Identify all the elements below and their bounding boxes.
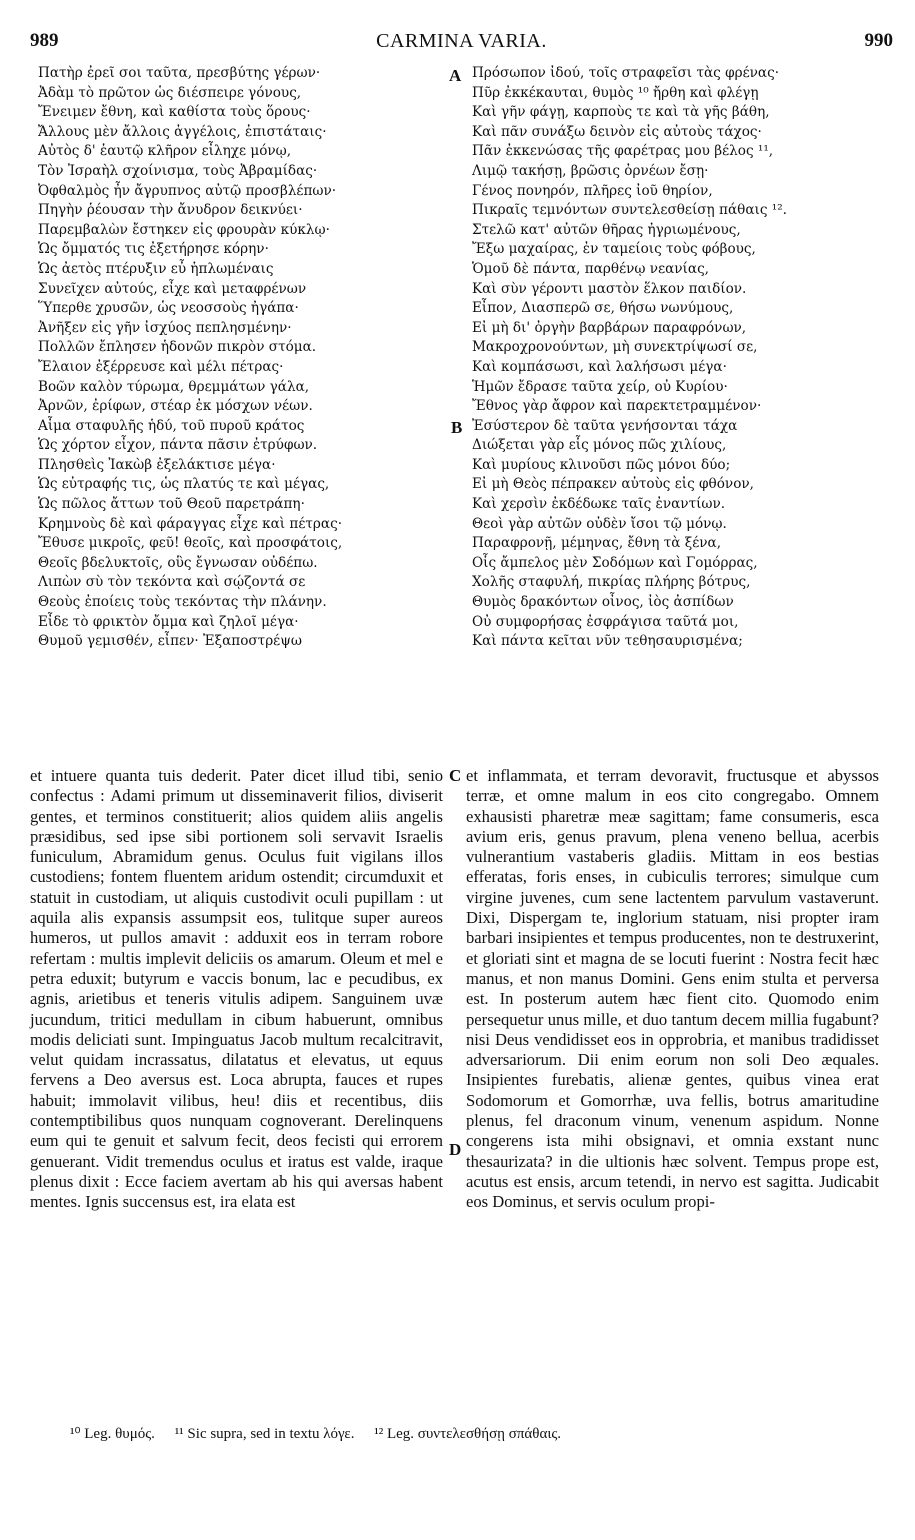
verse-line: Καὶ γῆν φάγῃ, καρποὺς τε καὶ τὰ γῆς βάθη, (472, 104, 770, 121)
verse-line: Εἶπον, Διασπερῶ σε, θήσω νωνύμους, (472, 300, 734, 317)
verse-line: Καὶ πάντα κεῖται νῦν τεθησαυρισμένα; (472, 633, 743, 650)
verse-line: Ἔθνος γὰρ ἄφρον καὶ παρεκτετραμμένον· (472, 398, 762, 415)
verse-line: Θυμοῦ γεμισθέν, εἶπεν· Ἐξαποστρέψω (38, 633, 302, 650)
margin-mark-c: C (449, 766, 462, 785)
verse-line: Αὐτὸς δ' ἑαυτῷ κλῆρον εἶληχε μόνῳ, (38, 143, 292, 160)
verse-line: Ὡς εὐτραφής τις, ὡς πλατύς τε καὶ μέγας, (38, 476, 330, 493)
verse-line: Εἰ μὴ δι' ὀργὴν βαρβάρων παραφρόνων, (472, 319, 747, 336)
footnotes (70, 1424, 577, 1443)
verse-line: Ὡς ἀετὸς πτέρυξιν εὖ ἡπλωμέναις (38, 260, 274, 277)
latin-paragraph-right: et inflammata, et terram devoravit, fructusque et abyssos terræ, et omne malum in eos cito congregabo. Omnem exhausisti pharetræ meæ sagittam; fame consumeris, esca avium eris, genus pravum, plena veneno bellua, acerbis vulnerantium vastaberis gladiis. Mittam in eos bestias efferatas, foris enses, in cubiculis terrores; simulque cum virgine juvenes, cum sene lactentem parvulum vastaverunt. Dixi, Dispergam te, inglorium statuam, nisi propter iram barbari insipientes et tempus producentes, non te destruxerint, et gloriati sint et magna de se locuti fuerint : Nostra fecit hæc manus, et non manus Domini. Gens enim stulta et perversa est. In posterum autem hæc fient cito. Quomodo enim persequetur unus mille, et duo tantum decem millia fugabunt? nisi Deus vendidisset eos in opprobria, et manibus tradidisset adversariorum. Dii enim eorum non soli Deo æquales. Insipientes furebatis, alienæ gentes, quibus vinea erat Sodomorum et Gomorrhæ, uva fellis, botrus amaritudine plenus, fel draconum vinum, venenum aspidum. Nonne congerens ista mihi obsignavi, et omnia exstant nunc thesaurizata? in die ultionis hæc solvent. Tempus prope est, acutus est ensis, arcum tetendi, in nervo est sagitta. Judicabit eos Dominus, et servis oculum propi- (466, 766, 879, 1212)
verse-line: Γένος πονηρόν, πλῆρες ἰοῦ θηρίον, (472, 182, 713, 199)
verse-line: Λιμῷ τακήσῃ, βρῶσις ὀρνέων ἔσῃ· (472, 162, 709, 179)
verse-line: Πικραῖς τεμνόντων συντελεσθείσῃ πάθαις ¹². (472, 202, 787, 219)
verse-line: Παρεμβαλὼν ἔστηκεν εἰς φρουρὰν κύκλῳ· (38, 221, 330, 238)
running-title: CARMINA VARIA. (376, 30, 547, 52)
verse-line: Χολῆς σταφυλή, πικρίας πλήρης βότρυς, (472, 574, 751, 591)
verse-line: Πηγὴν ῥέουσαν τὴν ἄνυδρον δεικνύει· (38, 202, 303, 219)
latin-paragraph-left: et intuere quanta tuis dederit. Pater dicet illud tibi, senio confectus : Adami primum ut disseminaverit filios, diviserit gentes, et terminos constituerit; alios quidem aliis angelis præsidibus, sed ipse sibi portionem soli servavit Israelis funiculum, Abramidum genus. Oculus fuit vigilans illos custodiens; fontem fluentem aridum ostendit; circumduxit et statuit in custodiam, ut aliquis custodivit oculi pupillam : ut aquila alis expansis assumpsit eos, tulitque super aureos humeros, ut pullos amavit : adduxit eos in terram robore refertam : multis implevit deliciis os amarum. Oleum et mel e petra eduxit; butyrum e vaccis bonum, lac e pecudibus, ex agnis, arietibus et teneris vitulis adipem. Sanguinem uvæ jucundum, tritici medullam in cibum habuerunt, omnibus modis deliciati sunt. Impinguatus Jacob multum recalcitravit, velut quidam incrassatus, dilatatus et elevatus, ut equus fervens a Deo aversus est. Loca abrupta, fauces et rupes habuit; immolavit vilibus, heu! diis et recentibus, diis contemptibilibus quos nunquam cognoverant. Derelinquens eum qui te genuit et salvum fecit, deos fecisti qui errorem genuerant. Vidit tremendus oculus et iratus est valde, iraque plenus dixit : Ecce faciem avertam ab his qui aversas habent mentes. Ignis succensus est, ira elata est (30, 766, 443, 1212)
verse-line: Καὶ πᾶν συνάξω δεινὸν εἰς αὐτοὺς τάχος· (472, 123, 762, 140)
verse-line: Ἔθυσε μικροῖς, φεῦ! θεοῖς, καὶ προσφάτοις, (38, 535, 343, 552)
page-number-right: 990 (864, 30, 893, 51)
verse-line: Ἡμῶν ἔδρασε ταῦτα χείρ, οὐ Κυρίου· (472, 378, 728, 395)
verse-line: Ἐσύστερον δὲ ταῦτα γενήσονται τάχα (472, 417, 738, 434)
verse-line: Πατὴρ ἐρεῖ σοι ταῦτα, πρεσβύτης γέρων· (38, 65, 321, 81)
margin-mark-d: D (449, 1140, 462, 1159)
greek-verse-column-right (472, 64, 897, 652)
verse-line: Αἷμα σταφυλῆς ἡδύ, τοῦ πυροῦ κράτος (38, 417, 305, 434)
verse-line: Ὕπερθε χρυσῶν, ὡς νεοσσοὺς ἠγάπα· (38, 300, 299, 317)
verse-line: Ἔνειμεν ἔθνη, καὶ καθίστα τοὺς ὅρους· (38, 104, 311, 121)
verse-line: Πῦρ ἐκκέκαυται, θυμὸς ¹⁰ ἤρθη καὶ φλέγῃ (472, 84, 759, 101)
verse-line: Ὀφθαλμὸς ἦν ἄγρυπνος αὐτῷ προσβλέπων· (38, 182, 337, 199)
verse-line: Διώξεται γὰρ εἷς μόνος πῶς χιλίους, (472, 437, 727, 454)
verse-line: Πλησθεὶς Ἰακὼβ ἐξελάκτισε μέγα· (38, 456, 276, 473)
verse-line: Θεοὺς ἐποίεις τοὺς τεκόντας τὴν πλάνην. (38, 594, 327, 611)
verse-line: Ὡς πῶλος ἄττων τοῦ Θεοῦ παρετράπη· (38, 496, 305, 513)
margin-mark-b: B (451, 418, 463, 437)
footnote-11: ¹¹ Sic supra, sed in textu λόγε. (174, 1426, 355, 1442)
verse-line: Ἔξω μαχαίρας, ἐν ταμείοις τοὺς φόβους, (472, 241, 756, 258)
verse-line: Θεοὶ γὰρ αὐτῶν οὐδὲν ἴσοι τῷ μόνῳ. (472, 515, 727, 532)
verse-line: Καὶ χερσὶν ἐκδέδωκε ταῖς ἐναντίων. (472, 496, 726, 513)
verse-line: Ἀρνῶν, ἐρίφων, στέαρ ἐκ μόσχων νέων. (38, 398, 313, 415)
verse-line: Εἶδε τὸ φρικτὸν ὄμμα καὶ ζηλοῖ μέγα· (38, 613, 299, 630)
verse-line: Στελῶ κατ' αὐτῶν θῆρας ἠγριωμένους, (472, 221, 741, 238)
verse-line: Καὶ κομπάσωσι, καὶ λαλήσωσι μέγα· (472, 358, 727, 375)
greek-verse-column-left (38, 64, 448, 652)
running-header (30, 30, 893, 60)
verse-line: Μακροχρονούντων, μὴ συνεκτρίψωσί σε, (472, 339, 758, 356)
verse-line: Παραφρονῇ, μέμηνας, ἔθνη τὰ ξένα, (472, 535, 722, 552)
verse-line: Κρημνοὺς δὲ καὶ φάραγγας εἶχε καὶ πέτρας· (38, 515, 343, 532)
verse-line: Πρόσωπον ἰδού, τοῖς στραφεῖσι τὰς φρένας· (472, 65, 780, 81)
verse-line: Ἄλλους μὲν ἄλλοις ἀγγέλοις, ἐπιστάταις· (38, 123, 327, 140)
verse-line: Ἀδὰμ τὸ πρῶτον ὡς διέσπειρε γόνους, (38, 84, 302, 101)
verse-line: Οἷς ἄμπελος μὲν Σοδόμων καὶ Γομόρρας, (472, 554, 758, 571)
verse-line: Θυμὸς δρακόντων οἶνος, ἰὸς ἀσπίδων (472, 594, 734, 611)
footnote-12: ¹² Leg. συντελεσθήσῃ σπάθαις. (374, 1426, 562, 1442)
verse-line: Καὶ σὺν γέροντι μαστὸν ἕλκον παιδίον. (472, 280, 747, 297)
verse-line: Πᾶν ἐκκενώσας τῆς φαρέτρας μου βέλος ¹¹, (472, 143, 774, 160)
verse-line: Ὡς χόρτον εἶχον, πάντα πᾶσιν ἐτρύφων. (38, 437, 318, 454)
verse-line: Συνεῖχεν αὐτούς, εἶχε καὶ μεταφρένων (38, 280, 307, 297)
latin-translation-right (466, 766, 879, 1213)
verse-line: Λιπὼν σὺ τὸν τεκόντα καὶ σῴζοντά σε (38, 574, 306, 591)
verse-line: Θεοῖς βδελυκτοῖς, οὓς ἔγνωσαν οὐδέπω. (38, 554, 318, 571)
verse-line: Εἰ μὴ Θεὸς πέπρακεν αὐτοὺς εἰς φθόνον, (472, 476, 754, 493)
verse-line: Πολλῶν ἔπλησεν ἡδονῶν πικρὸν στόμα. (38, 339, 317, 356)
verse-line: Οὐ συμφορήσας ἐσφράγισα ταῦτά μοι, (472, 613, 739, 630)
verse-line: Ὡς ὄμματός τις ἐξετήρησε κόρην· (38, 241, 269, 258)
verse-line: Ἀνῆξεν εἰς γῆν ἰσχύος πεπλησμένην· (38, 319, 292, 336)
verse-line: Βοῶν καλὸν τύρωμα, θρεμμάτων γάλα, (38, 378, 310, 395)
latin-translation-left (30, 766, 443, 1213)
footnote-10: ¹⁰ Leg. θυμός. (70, 1426, 155, 1442)
verse-line: Ἔλαιον ἐξέρρευσε καὶ μέλι πέτρας· (38, 358, 284, 375)
margin-mark-a: A (449, 66, 462, 85)
verse-line: Καὶ μυρίους κλινοῦσι πῶς μόνοι δύο; (472, 456, 731, 473)
verse-line: Τὸν Ἰσραὴλ σχοίνισμα, τοὺς Ἀβραμίδας· (38, 162, 318, 179)
page-number-left: 989 (30, 30, 59, 51)
verse-line: Ὁμοῦ δὲ πάντα, παρθένῳ νεανίας, (472, 260, 710, 277)
